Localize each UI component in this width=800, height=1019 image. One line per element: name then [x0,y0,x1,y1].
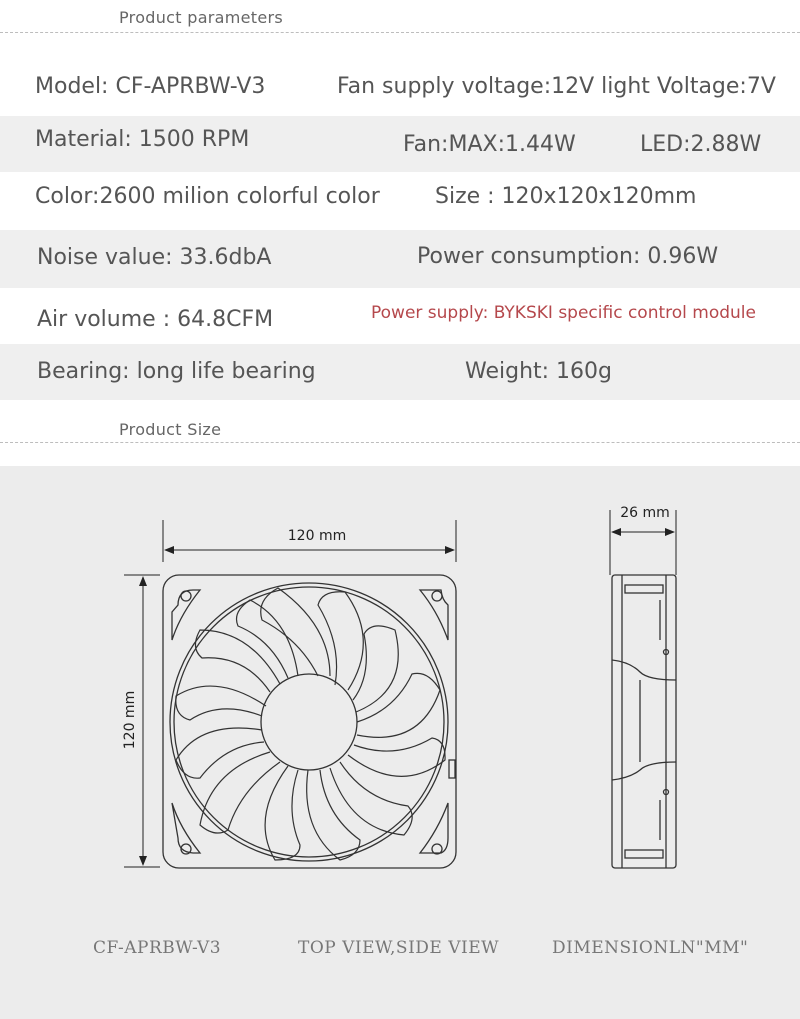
param-air-volume: Air volume : 64.8CFM [37,307,274,332]
param-row-1 [0,60,800,116]
fan-side-view [612,575,676,868]
param-model: Model: CF-APRBW-V3 [35,74,266,99]
depth-label: 26 mm [620,505,670,521]
caption-model: CF-APRBW-V3 [93,938,222,958]
section-title-parameters: Product parameters [119,8,284,27]
param-led-power: LED:2.88W [640,132,762,157]
depth-dimension [610,505,676,575]
param-voltage: Fan supply voltage:12V light Voltage:7V [337,74,776,99]
fan-top-view [163,575,456,868]
param-color: Color:2600 milion colorful color [35,184,380,209]
divider [0,442,800,443]
width-dimension [163,520,456,562]
param-row-3 [0,172,800,230]
param-row-6 [0,344,800,400]
caption-views: TOP VIEW,SIDE VIEW [298,938,500,958]
param-row-5 [0,288,800,344]
fan-technical-drawing [0,466,800,1019]
param-material: Material: 1500 RPM [35,127,250,152]
divider [0,32,800,33]
width-label: 120 mm [287,528,347,544]
param-row-2 [0,116,800,172]
height-label: 120 mm [122,690,138,750]
height-dimension [122,575,160,867]
param-power-supply: Power supply: BYKSKI specific control module [371,303,756,323]
param-size: Size : 120x120x120mm [435,184,697,209]
param-noise: Noise value: 33.6dbA [37,245,272,270]
section-title-size: Product Size [119,420,222,439]
param-weight: Weight: 160g [465,359,613,384]
caption-units: DIMENSIONLN"MM" [552,938,749,958]
param-row-4 [0,230,800,288]
param-power-consumption: Power consumption: 0.96W [417,244,719,269]
param-bearing: Bearing: long life bearing [37,359,316,384]
param-fan-power: Fan:MAX:1.44W [403,132,576,157]
